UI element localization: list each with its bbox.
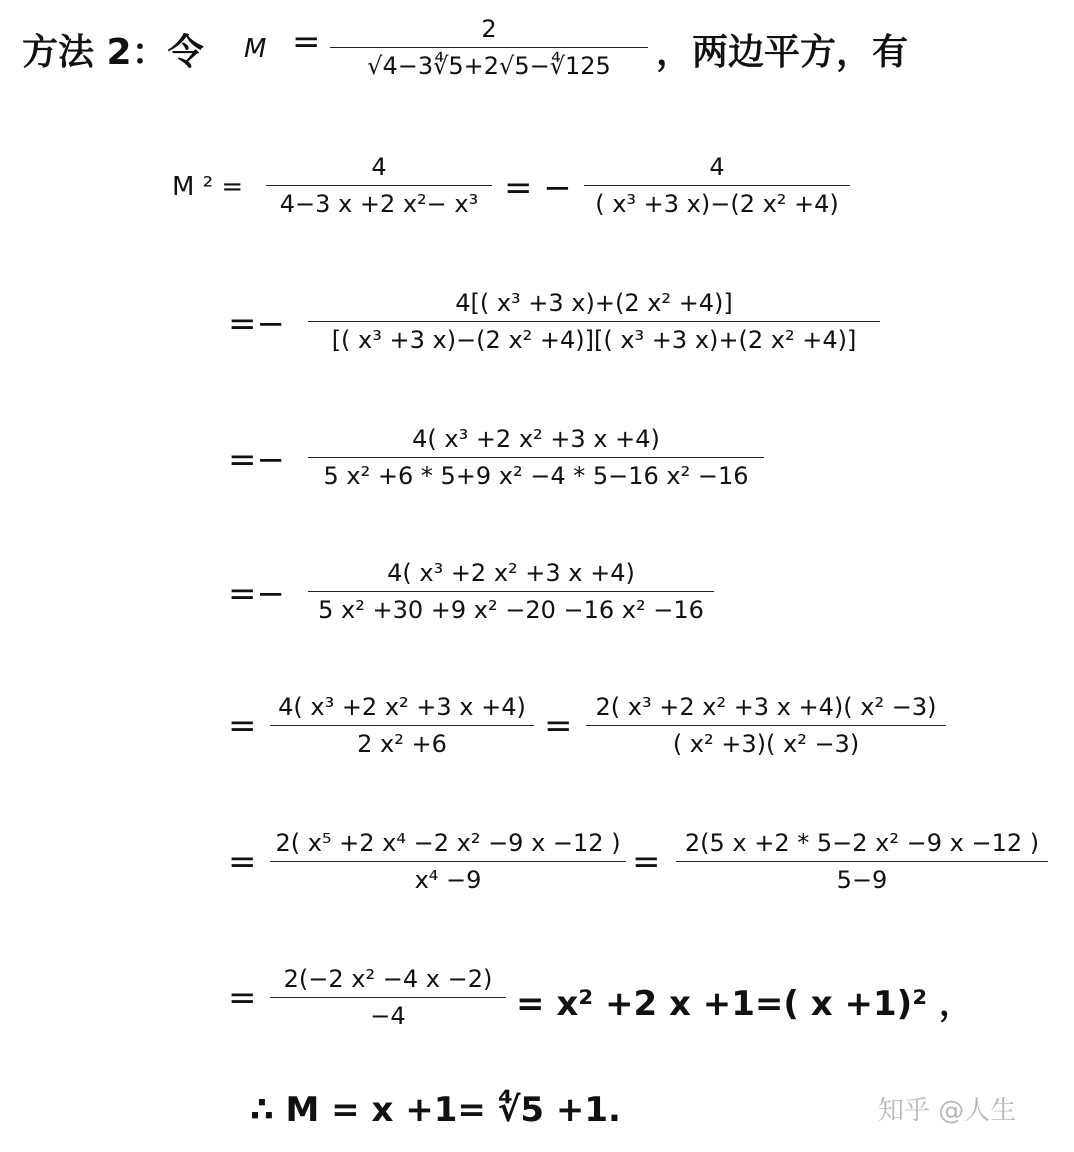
- line4-fraction: [308, 558, 714, 625]
- conclusion: ∴ M = x +1= ∜5 +1.: [250, 1090, 621, 1130]
- equals-sign: =: [292, 22, 321, 62]
- line3-denominator: 5 x² +6 * 5+9 x² −4 * 5−16 x² −16: [323, 462, 749, 490]
- line2-lhs: =−: [228, 304, 285, 344]
- line1-fraction2: [584, 152, 850, 219]
- line5-denominator: 2 x² +6: [357, 730, 447, 758]
- line5-numerator2: 2( x³ +2 x² +3 x +4)( x² −3): [595, 693, 937, 721]
- heading-tail: ，两边平方，有: [656, 32, 909, 73]
- line1-numerator2: 4: [709, 153, 725, 181]
- line5-lhs: =: [228, 706, 257, 746]
- line5-numerator: 4( x³ +2 x² +3 x +4): [278, 693, 526, 721]
- fraction-bar: [330, 47, 648, 48]
- line7-denominator: −4: [370, 1002, 406, 1030]
- line6-lhs: =: [228, 842, 257, 882]
- line3-numerator: 4( x³ +2 x² +3 x +4): [412, 425, 660, 453]
- line5-fraction2: [586, 692, 946, 759]
- fraction-bar: [676, 861, 1048, 862]
- line6-numerator2: 2(5 x +2 * 5−2 x² −9 x −12 ): [684, 829, 1040, 857]
- line1-mid: = −: [504, 168, 572, 208]
- fraction-bar: [308, 321, 880, 322]
- line5-fraction: [270, 692, 534, 759]
- line4-numerator: 4( x³ +2 x² +3 x +4): [387, 559, 635, 587]
- line2-denominator: [( x³ +3 x)−(2 x² +4)][( x³ +3 x)+(2 x² +4)]: [331, 326, 857, 354]
- line4-lhs: =−: [228, 574, 285, 614]
- line5-mid: =: [544, 706, 573, 746]
- line5-denominator2: ( x² +3)( x² −3): [672, 730, 860, 758]
- line1-fraction: [266, 152, 492, 219]
- method-label: 方法 2：令: [22, 32, 204, 73]
- line7-result: = x² +2 x +1=( x +1)² ，: [516, 984, 973, 1024]
- fraction-bar: [270, 997, 506, 998]
- line7-numerator: 2(−2 x² −4 x −2): [283, 965, 493, 993]
- heading-numerator: 2: [481, 15, 497, 43]
- fraction-bar: [584, 185, 850, 186]
- line4-denominator: 5 x² +30 +9 x² −20 −16 x² −16: [318, 596, 704, 624]
- fraction-bar: [266, 185, 492, 186]
- fraction-bar: [586, 725, 946, 726]
- line1-lhs: M ² =: [172, 172, 244, 202]
- watermark: 知乎 @人生: [878, 1096, 1017, 1126]
- fraction-bar: [308, 591, 714, 592]
- line6-mid: =: [632, 842, 661, 882]
- fraction-bar: [308, 457, 764, 458]
- line1-numerator: 4: [371, 153, 387, 181]
- line6-denominator: x⁴ −9: [414, 866, 482, 894]
- heading-fraction: [330, 14, 648, 81]
- line6-denominator2: 5−9: [836, 866, 888, 894]
- fraction-bar: [270, 861, 626, 862]
- line2-numerator: 4[( x³ +3 x)+(2 x² +4)]: [455, 289, 733, 317]
- line3-fraction: [308, 424, 764, 491]
- heading-denominator: √4−3∜5+2√5−∜125: [367, 52, 611, 80]
- line2-fraction: [308, 288, 880, 355]
- variable-m: M: [244, 34, 267, 64]
- line6-numerator: 2( x⁵ +2 x⁴ −2 x² −9 x −12 ): [275, 829, 621, 857]
- line7-fraction: [270, 964, 506, 1031]
- fraction-bar: [270, 725, 534, 726]
- line1-denominator2: ( x³ +3 x)−(2 x² +4): [595, 190, 839, 218]
- line3-lhs: =−: [228, 440, 285, 480]
- line1-denominator: 4−3 x +2 x²− x³: [279, 190, 479, 218]
- line6-fraction2: [676, 828, 1048, 895]
- line6-fraction: [270, 828, 626, 895]
- line7-lhs: =: [228, 978, 257, 1018]
